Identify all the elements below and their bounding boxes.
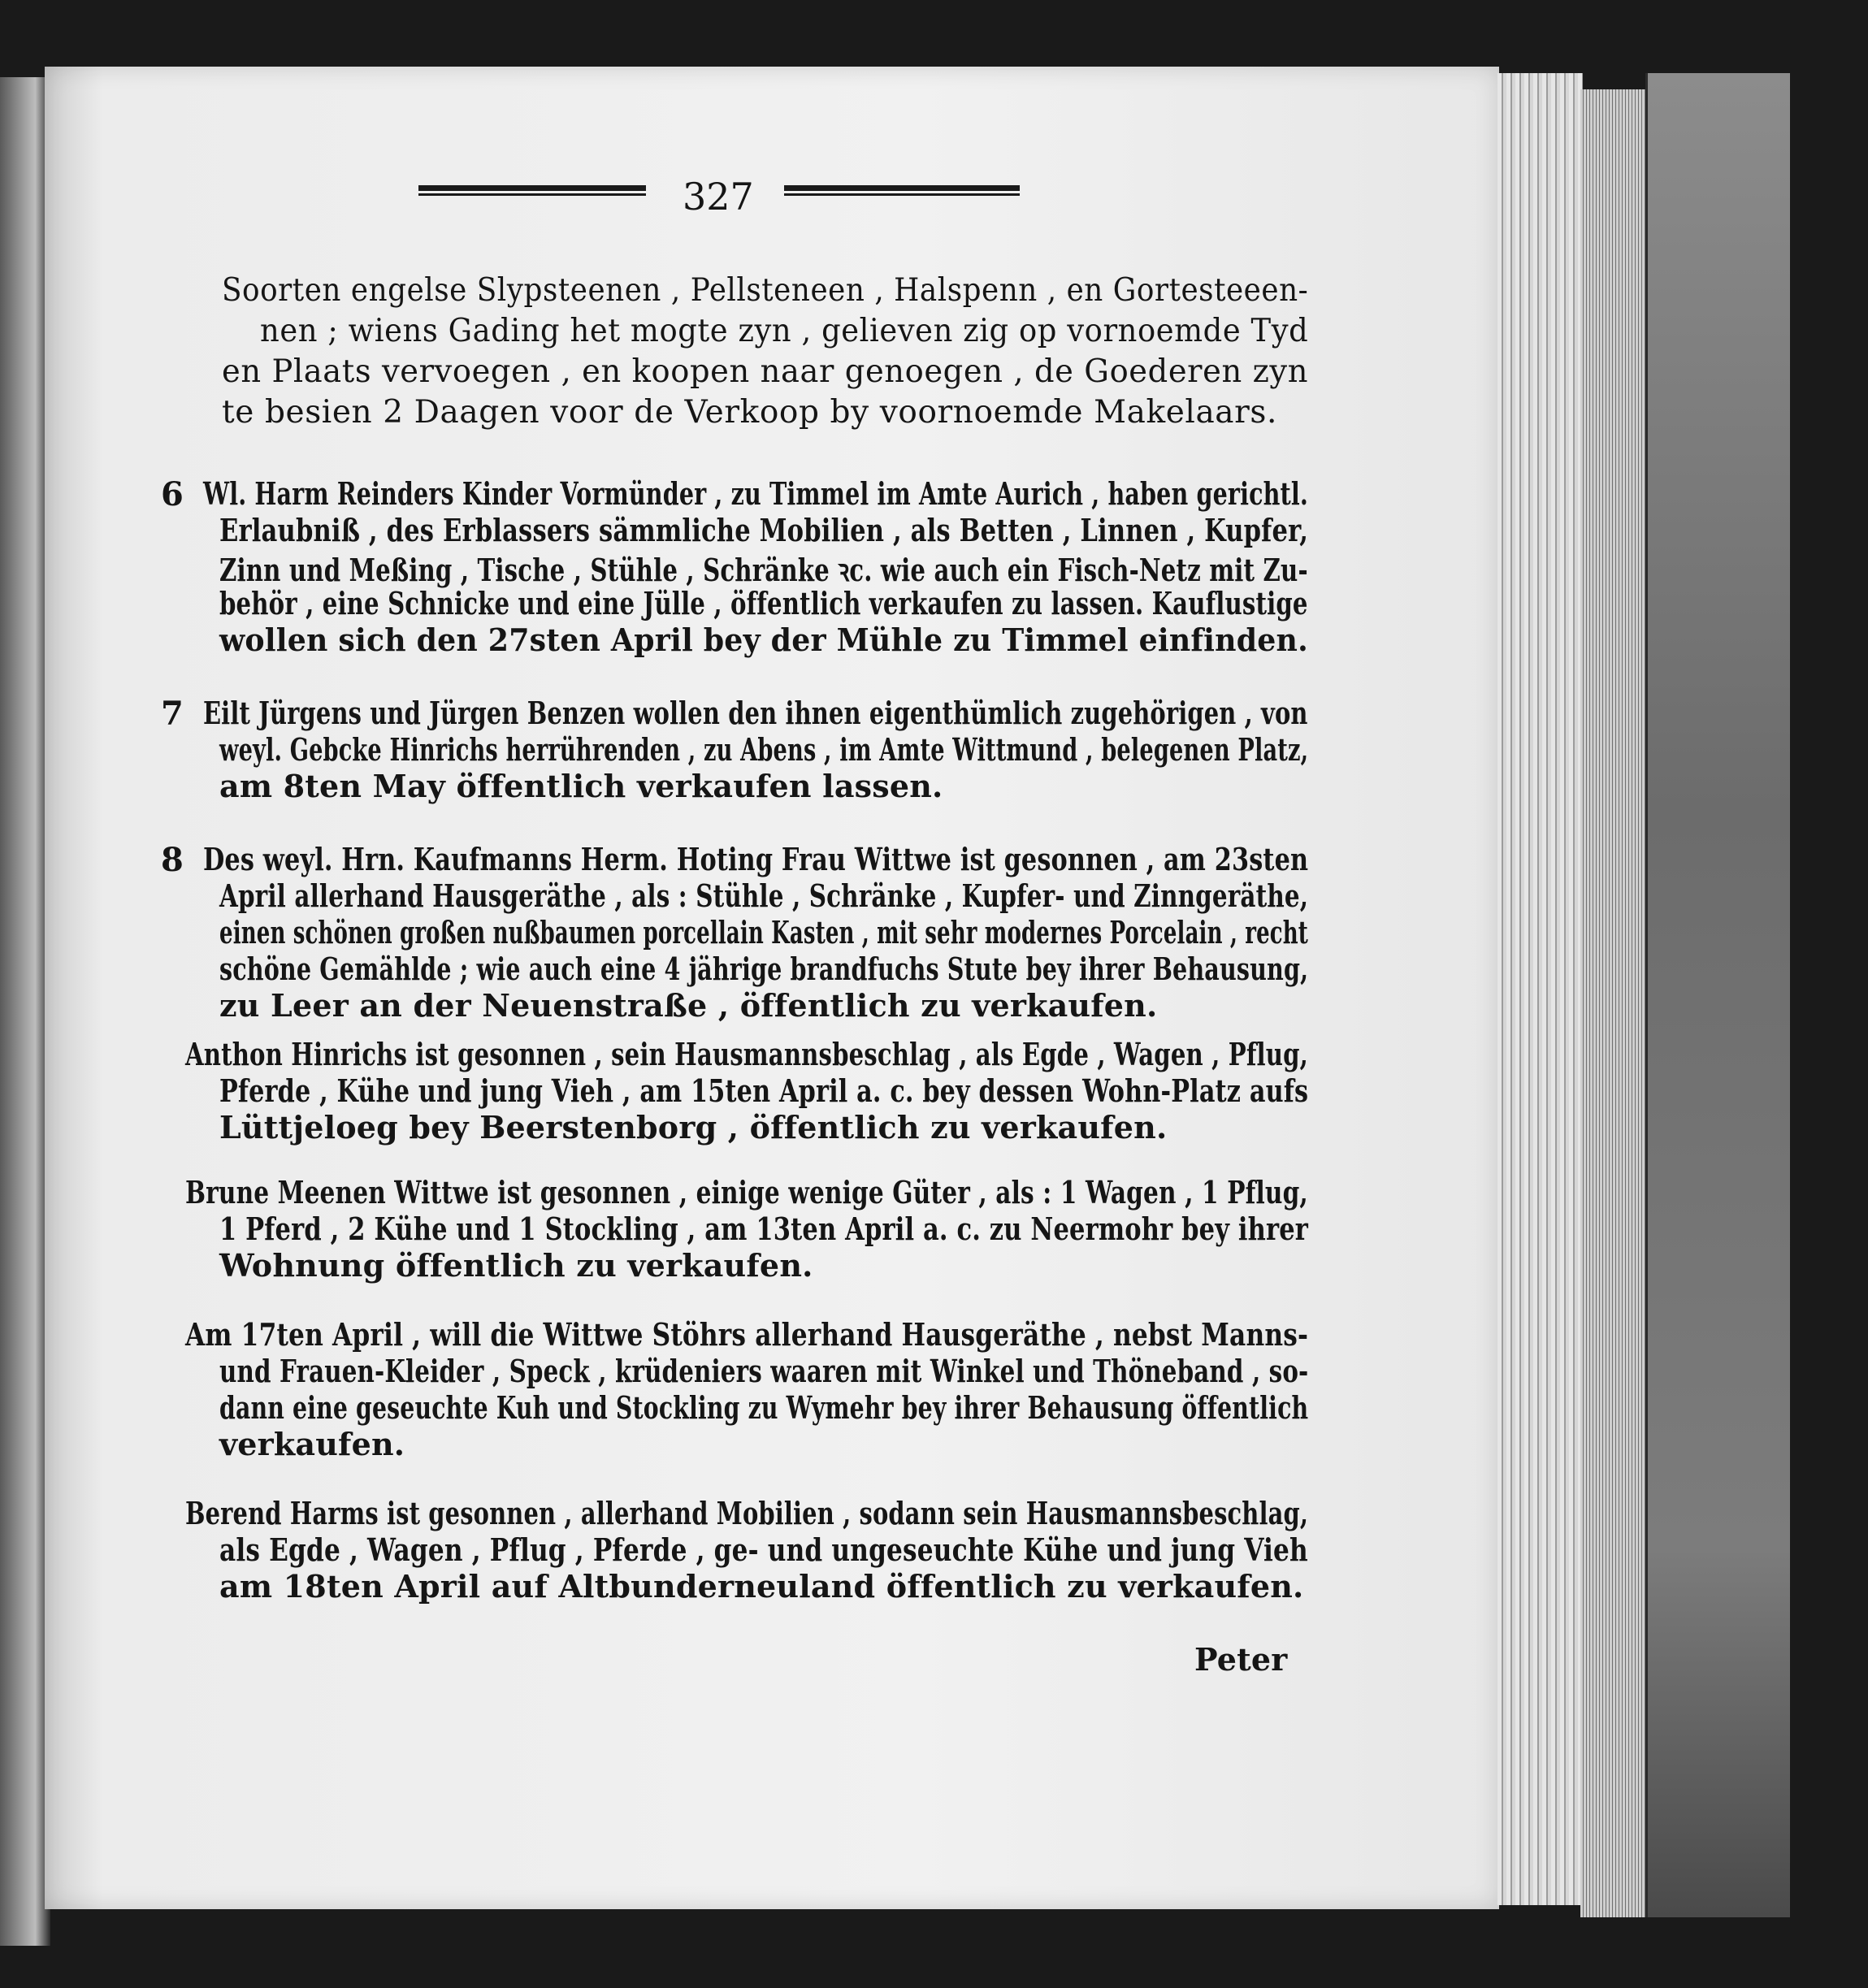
notice-line: Pferde , Kühe und jung Vieh , am 15ten April a. c. bey dessen Wohn-Platz aufs — [219, 1072, 1309, 1109]
intro-line: Soorten engelse Slypsteenen , Pellsteneen , Halspenn , en Gortesteeen- — [222, 272, 1309, 309]
left-page-edge — [0, 77, 50, 1946]
notice-line: Wl. Harm Reinders Kinder Vormünder , zu Timmel im Amte Aurich , haben gerichtl. — [203, 475, 1308, 512]
notice-line: und Frauen-Kleider , Speck , krüdeniers waaren mit Winkel und Thöneband , so- — [219, 1353, 1309, 1389]
notice-line: schöne Gemählde ; wie auch eine 4 jährige brandfuchs Stute bey ihrer Behausung, — [219, 951, 1309, 987]
notice-line: Brune Meenen Wittwe ist gesonnen , einige wenige Güter , als : 1 Wagen , 1 Pflug, — [185, 1174, 1308, 1211]
header-rule-right — [784, 185, 1020, 197]
notice-line: Des weyl. Hrn. Kaufmanns Herm. Hoting Frau Wittwe ist gesonnen , am 23sten — [203, 841, 1309, 877]
notice-line: Berend Harms ist gesonnen , allerhand Mobilien , sodann sein Hausmannsbeschlag, — [185, 1495, 1309, 1531]
notice-number: 6 — [161, 475, 184, 513]
notice-line: einen schönen großen nußbaumen porcellain Kasten , mit sehr modernes Porcelain , recht — [219, 914, 1308, 951]
notice-number: 7 — [161, 695, 184, 733]
header-rule-left — [418, 185, 646, 197]
notice-line: Zinn und Meßing , Tische , Stühle , Schränke ꝛc. wie auch ein Fisch-Netz mit Zu- — [219, 552, 1308, 588]
intro-line: en Plaats vervoegen , en koopen naar genoegen , de Goederen zyn — [222, 353, 1309, 390]
notice-line: Wohnung öffentlich zu verkaufen. — [219, 1247, 813, 1284]
notice-line: 1 Pferd , 2 Kühe und 1 Stockling , am 13ten April a. c. zu Neermohr bey ihrer — [219, 1211, 1309, 1247]
notice-line: als Egde , Wagen , Pflug , Pferde , ge- und ungeseuchte Kühe und jung Vieh — [219, 1531, 1308, 1568]
notice-line: wollen sich den 27sten April bey der Mühle zu Timmel einfinden. — [219, 622, 1308, 658]
page-edges — [1497, 73, 1583, 1905]
intro-line: te besien 2 Daagen voor de Verkoop by voornoemde Makelaars. — [222, 394, 1278, 431]
notice-number: 8 — [161, 841, 184, 879]
notice-line: dann eine geseuchte Kuh und Stockling zu Wymehr bey ihrer Behausung öffentlich — [219, 1389, 1309, 1426]
notice-line: April allerhand Hausgeräthe , als : Stühle , Schränke , Kupfer- und Zinngeräthe, — [219, 877, 1309, 914]
notice-line: Erlaubniß , des Erblassers sämmliche Mobilien , als Betten , Linnen , Kupfer, — [219, 512, 1309, 548]
notice-line: weyl. Gebcke Hinrichs herrührenden , zu Abens , im Amte Wittmund , belegenen Platz, — [219, 731, 1309, 768]
notice-line: Anthon Hinrichs ist gesonnen , sein Hausmannsbeschlag , als Egde , Wagen , Pflug, — [185, 1036, 1308, 1072]
notice-line: Lüttjeloeg bey Beerstenborg , öffentlich zu verkaufen. — [219, 1109, 1168, 1146]
notice-line: verkaufen. — [219, 1426, 405, 1462]
notice-line: Eilt Jürgens und Jürgen Benzen wollen den ihnen eigenthümlich zugehörigen , von — [203, 695, 1308, 731]
notice-line: Am 17ten April , will die Wittwe Stöhrs allerhand Hausgeräthe , nebst Manns- — [185, 1316, 1309, 1353]
notice-line: am 18ten April auf Altbunderneuland öffentlich zu verkaufen. — [219, 1568, 1304, 1605]
intro-line: nen ; wiens Gading het mogte zyn , gelieven zig op vornoemde Tyd — [260, 313, 1309, 349]
book-cover-board — [1645, 73, 1790, 1917]
notice-line: behör , eine Schnicke und eine Jülle , öffentlich verkaufen zu lassen. Kauflustige — [219, 585, 1308, 622]
catchword: Peter — [1194, 1641, 1288, 1678]
notice-line: am 8ten May öffentlich verkaufen lassen. — [219, 768, 943, 804]
text-block-edge — [1580, 89, 1649, 1917]
notice-line: zu Leer an der Neuenstraße , öffentlich zu verkaufen. — [219, 987, 1158, 1024]
page-number: 327 — [683, 175, 754, 219]
